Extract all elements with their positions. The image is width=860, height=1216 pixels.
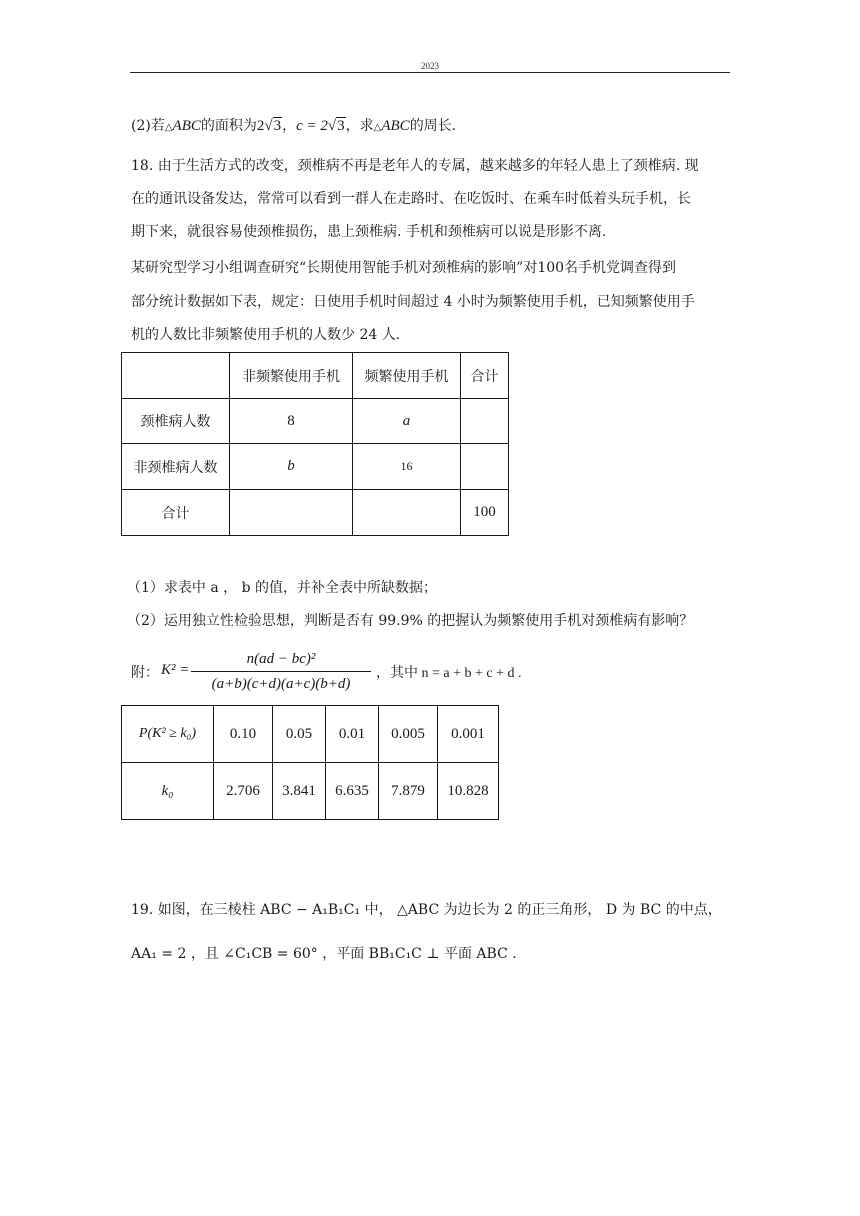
critical-value-table	[121, 705, 499, 820]
table-header-cell	[122, 353, 230, 399]
q17-area-text: 的面积为	[200, 118, 257, 134]
q18-intro-line1: 18. 由于生活方式的改变，颈椎病不再是老年人的专属，越来越多的年轻人患上了颈椎病. 现	[131, 158, 699, 174]
k-value-cell: 10.828	[438, 763, 499, 820]
q19-line2: AA₁ = 2 ，且 ∠C₁CB = 60° ，平面 BB₁C₁C ⊥ 平面 ABC .	[131, 946, 517, 962]
p-value-cell: 0.001	[438, 706, 499, 763]
triangle-symbol: △	[164, 122, 173, 133]
table-row-label: 颈椎病人数	[122, 399, 230, 444]
formula-denominator: (a+b)(c+d)(a+c)(b+d)	[211, 676, 351, 692]
table-row-label: 合计	[122, 490, 230, 536]
table-row-label: 非颈椎病人数	[122, 444, 230, 490]
table-cell	[230, 490, 353, 536]
triangle-abc-2: ABC	[381, 118, 410, 134]
q17-part2	[131, 116, 456, 138]
p-value-cell: 0.01	[326, 706, 379, 763]
c-equation: c = 2	[296, 118, 328, 134]
q18-intro-line5: 部分统计数据如下表，规定：日使用手机时间超过 4 小时为频繁使用手机，已知频繁使用手	[131, 294, 695, 310]
q18-sub1: （1）求表中 a ， b 的值，并补全表中所缺数据；	[127, 580, 438, 596]
formula-label: 附：	[131, 665, 159, 681]
k-value-cell: 6.635	[326, 763, 379, 820]
c-value: √3	[327, 118, 345, 134]
chi-square-formula	[131, 648, 731, 696]
table-cell: 100	[461, 490, 509, 536]
triangle-abc: ABC	[172, 118, 201, 134]
p-value-cell: 0.10	[214, 706, 273, 763]
triangle-symbol-2: △	[373, 122, 382, 133]
q18-intro-line6: 机的人数比非频繁使用手机的人数少 24 人.	[131, 327, 401, 343]
table-cell	[353, 490, 461, 536]
table-cell: 16	[353, 444, 461, 490]
formula-numerator: n(ad − bc)²	[246, 651, 316, 667]
q19-line1: 19. 如图，在三棱柱 ABC − A₁B₁C₁ 中， △ABC 为边长为 2 的正三角形， D 为 BC 的中点，	[131, 902, 722, 918]
table-cell: b	[230, 444, 353, 490]
table-header-cell: 非频繁使用手机	[230, 353, 353, 399]
p-value-cell: 0.05	[273, 706, 326, 763]
k-value-cell: 2.706	[214, 763, 273, 820]
q18-intro-line3: 期下来，就很容易使颈椎损伤，患上颈椎病. 手机和颈椎病可以说是形影不离.	[131, 224, 607, 240]
table-cell: a	[353, 399, 461, 444]
q17-ask: ，求	[345, 118, 374, 134]
table-cell	[461, 399, 509, 444]
formula-fraction	[191, 648, 371, 695]
q17-part2-prefix: (2)若	[131, 118, 165, 134]
formula-tail: ，其中 n = a + b + c + d .	[376, 666, 522, 681]
k-value-cell: 7.879	[379, 763, 438, 820]
p-row-label: P(K² ≥ k₀)	[122, 706, 214, 763]
p-value-cell: 0.005	[379, 706, 438, 763]
q18-sub2: （2）运用独立性检验思想，判断是否有 99.9% 的把握认为频繁使用手机对颈椎病有影响？	[127, 613, 694, 629]
table-cell: 8	[230, 399, 353, 444]
formula-lhs: K² =	[161, 662, 190, 678]
table-cell	[461, 444, 509, 490]
table-header-cell: 频繁使用手机	[353, 353, 461, 399]
q17-comma: ，	[282, 118, 297, 134]
table-header-cell: 合计	[461, 353, 509, 399]
fraction-bar	[191, 671, 371, 672]
area-value: 2√3	[256, 118, 282, 134]
header-rule	[130, 72, 730, 73]
k-value-cell: 3.841	[273, 763, 326, 820]
q18-intro-line4: 某研究型学习小组调查研究“长期使用智能手机对颈椎病的影响”对100名手机党调查得到	[131, 260, 677, 276]
page-header-year: 2023	[421, 61, 439, 71]
k-row-label: k₀	[122, 763, 214, 820]
q18-intro-line2: 在的通讯设备发达，常常可以看到一群人在走路时、在吃饭时、在乘车时低着头玩手机，长	[131, 191, 691, 207]
contingency-table	[121, 352, 509, 536]
q17-end: 的周长.	[409, 118, 457, 134]
